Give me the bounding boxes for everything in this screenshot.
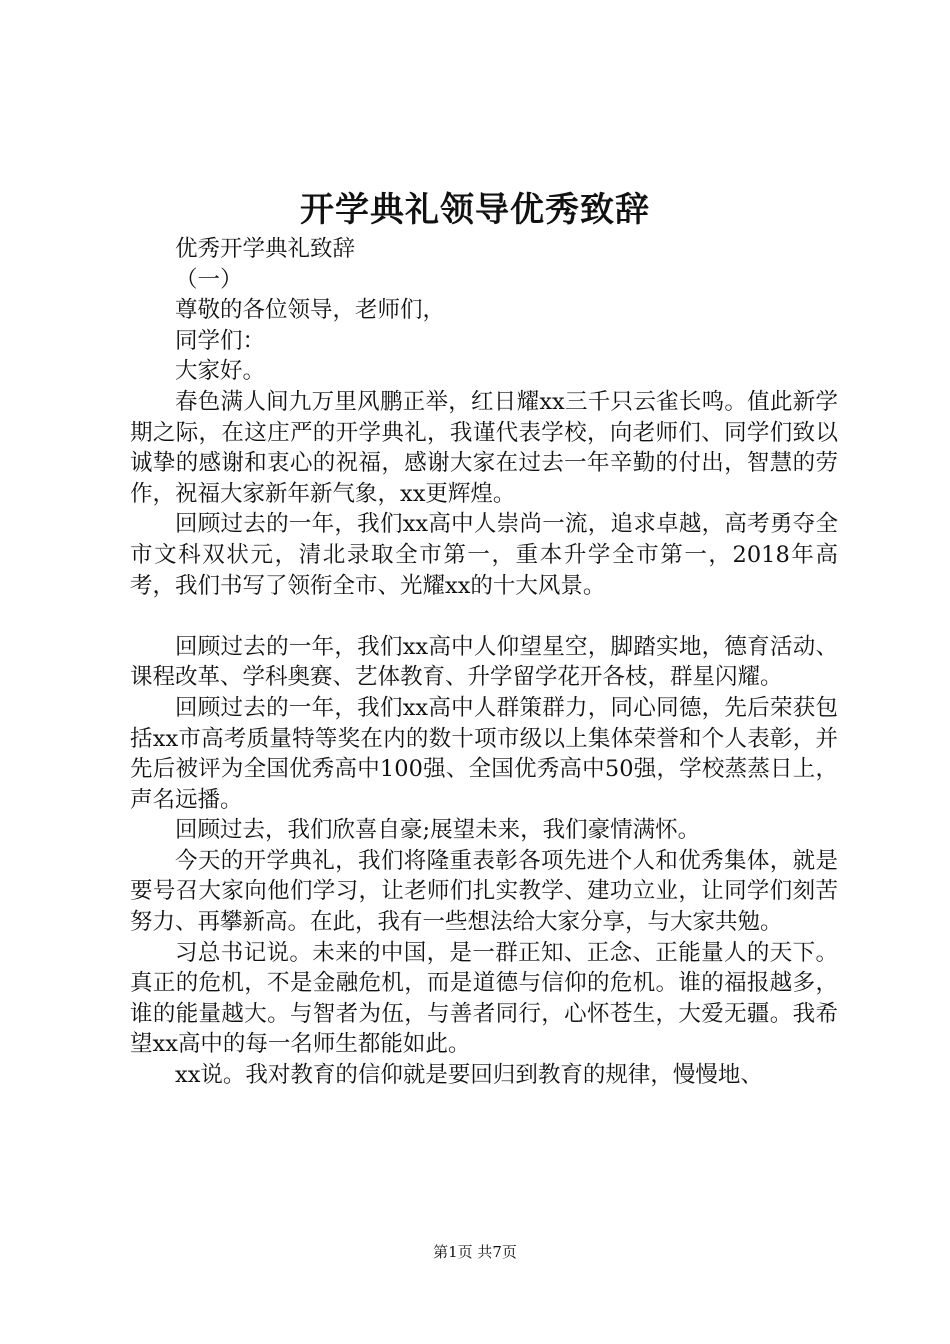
paragraph-quote: 习总书记说。未来的中国，是一群正知、正念、正能量人的天下。真正的危机，不是金融危机，而是道德与信仰的危机。谁的福报越多，谁的能量越大。与智者为伍，与善者同行，心怀苍生，大爱无疆。我希望xx高中的每一名师生都能如此。 <box>130 939 838 1058</box>
paragraph-section-number: （一） <box>175 266 243 293</box>
paragraph-education-belief: xx说。我对教育的信仰就是要回归到教育的规律，慢慢地、 <box>175 1062 763 1089</box>
paragraph-review-achievements: 回顾过去的一年，我们xx高中人崇尚一流，追求卓越，高考勇夺全市文科双状元，清北录取全市第一，重本升学全市第一，2018年高考，我们书写了领衔全市、光耀xx的十大风景。 <box>130 511 838 599</box>
page-footer: 第1页 共7页 <box>433 1243 517 1261</box>
paragraph-review-activities: 回顾过去的一年，我们xx高中人仰望星空，脚踏实地，德育活动、课程改革、学科奥赛、艺体教育、升学留学花开各枝，群星闪耀。 <box>130 633 838 691</box>
paragraph-greeting: 大家好。 <box>175 358 266 385</box>
paragraph-review-honors: 回顾过去的一年，我们xx高中人群策群力，同心同德，先后荣获包括xx市高考质量特等奖在内的数十项市级以上集体荣誉和个人表彰，并先后被评为全国优秀高中100强、全国优秀高中50强，学校蒸蒸日上，声名远播。 <box>130 694 838 813</box>
paragraph-salutation: 尊敬的各位领导，老师们， <box>175 297 446 324</box>
paragraph-subtitle: 优秀开学典礼致辞 <box>175 236 356 262</box>
paragraph-salutation-students: 同学们： <box>175 327 266 354</box>
paragraph-outlook: 回顾过去，我们欣喜自豪;展望未来，我们豪情满怀。 <box>175 817 701 844</box>
paragraph-ceremony-purpose: 今天的开学典礼，我们将隆重表彰各项先进个人和优秀集体，就是要号召大家向他们学习，让老师们扎实教学、建功立业，让同学们刻苦努力、再攀新高。在此，我有一些想法给大家分享，与大家共勉。 <box>130 847 838 936</box>
document-title: 开学典礼领导优秀致辞 <box>300 190 650 230</box>
document-body <box>130 234 838 1091</box>
paragraph-opening: 春色满人间九万里风鹏正举，红日耀xx三千只云雀长鸣。值此新学期之际，在这庄严的开学典礼，我谨代表学校，向老师们、同学们致以诚挚的感谢和衷心的祝福，感谢大家在过去一年辛勤的付出，智慧的劳作，祝福大家新年新气象，xx更辉煌。 <box>130 388 838 507</box>
